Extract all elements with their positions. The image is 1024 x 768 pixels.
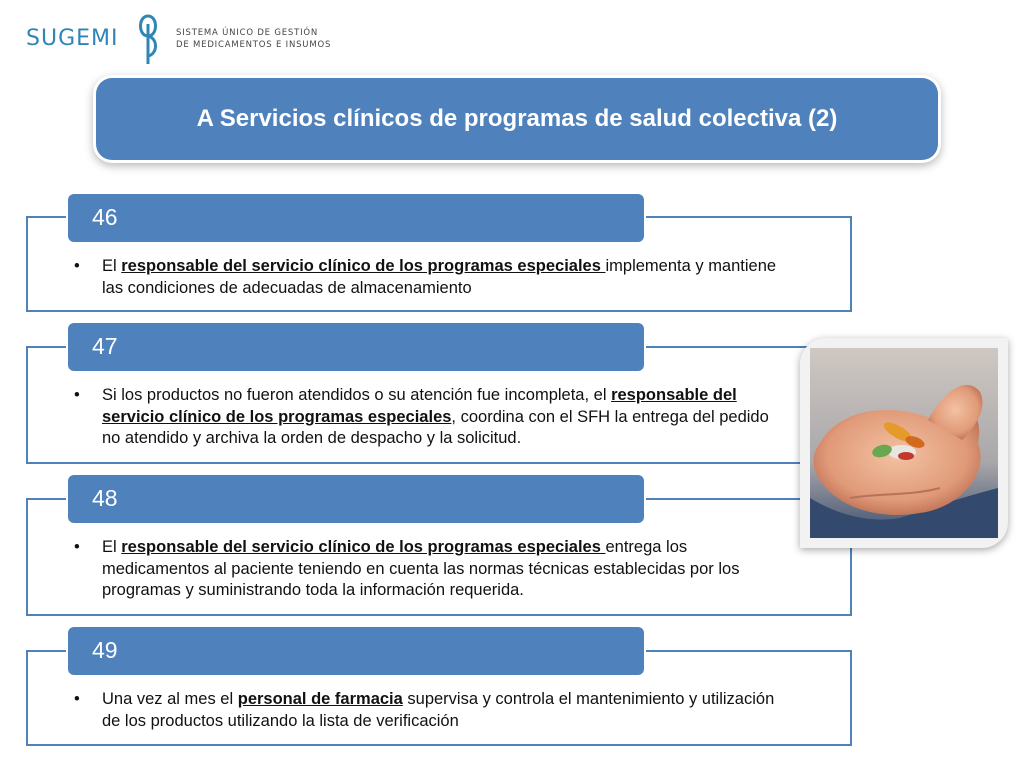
step-number: 46: [92, 204, 118, 230]
logo-mark-icon: [134, 14, 162, 66]
step-header-49: [68, 627, 644, 675]
text-run: supervisa y controla el mantenimiento y utilización de los productos utilizando la lista de verificación: [102, 690, 775, 730]
title-banner: [96, 78, 938, 160]
step-paragraph: [74, 385, 778, 450]
text-run: entrega los medicamentos al paciente teniendo en cuenta las normas técnicas establecidas por los programas y suministrando toda la información requerida.: [102, 538, 740, 599]
text-run: Una vez al mes el: [102, 690, 238, 708]
step-text-46: [74, 256, 778, 299]
hand-with-pills-image: [810, 348, 998, 538]
step-header-46: [68, 194, 644, 242]
text-run: , coordina con el SFH la entrega del pedido no atendido y archiva la orden de despacho y la solicitud.: [102, 407, 769, 447]
step-paragraph: [74, 256, 778, 299]
step-number: 47: [92, 333, 118, 359]
text-run: El: [102, 257, 122, 275]
logo-wordmark: SUGEMI: [26, 26, 119, 51]
logo-subtitle: [176, 27, 366, 51]
step-header-48: [68, 475, 644, 523]
text-run: El: [102, 538, 122, 556]
step-text-48: [74, 537, 778, 602]
pills-photo: [800, 338, 1008, 548]
bullet-icon: •: [74, 386, 80, 404]
highlighted-role: responsable del servicio clínico de los programas especiales: [121, 538, 606, 556]
highlighted-role: responsable del servicio clínico de los programas especiales: [102, 386, 737, 426]
logo-subtitle-line2: DE MEDICAMENTOS E INSUMOS: [176, 40, 332, 50]
logo-subtitle-line1: SISTEMA ÚNICO DE GESTIÓN: [176, 28, 319, 38]
text-run: implementa y mantiene las condiciones de adecuadas de almacenamiento: [102, 257, 777, 297]
step-header-47: [68, 323, 644, 371]
bullet-icon: •: [74, 690, 80, 708]
highlighted-role: responsable del servicio clínico de los programas especiales: [121, 257, 606, 275]
step-number: 48: [92, 485, 118, 511]
bullet-icon: •: [74, 257, 80, 275]
text-run: Si los productos no fueron atendidos o su atención fue incompleta, el: [102, 386, 612, 404]
step-number: 49: [92, 637, 118, 663]
page-title: A Servicios clínicos de programas de salud colectiva (2): [196, 105, 838, 132]
step-paragraph: [74, 689, 778, 732]
step-text-47: [74, 385, 778, 450]
step-text-49: [74, 689, 778, 732]
step-paragraph: [74, 537, 778, 602]
bullet-icon: •: [74, 538, 80, 556]
highlighted-role: personal de farmacia: [237, 690, 403, 708]
